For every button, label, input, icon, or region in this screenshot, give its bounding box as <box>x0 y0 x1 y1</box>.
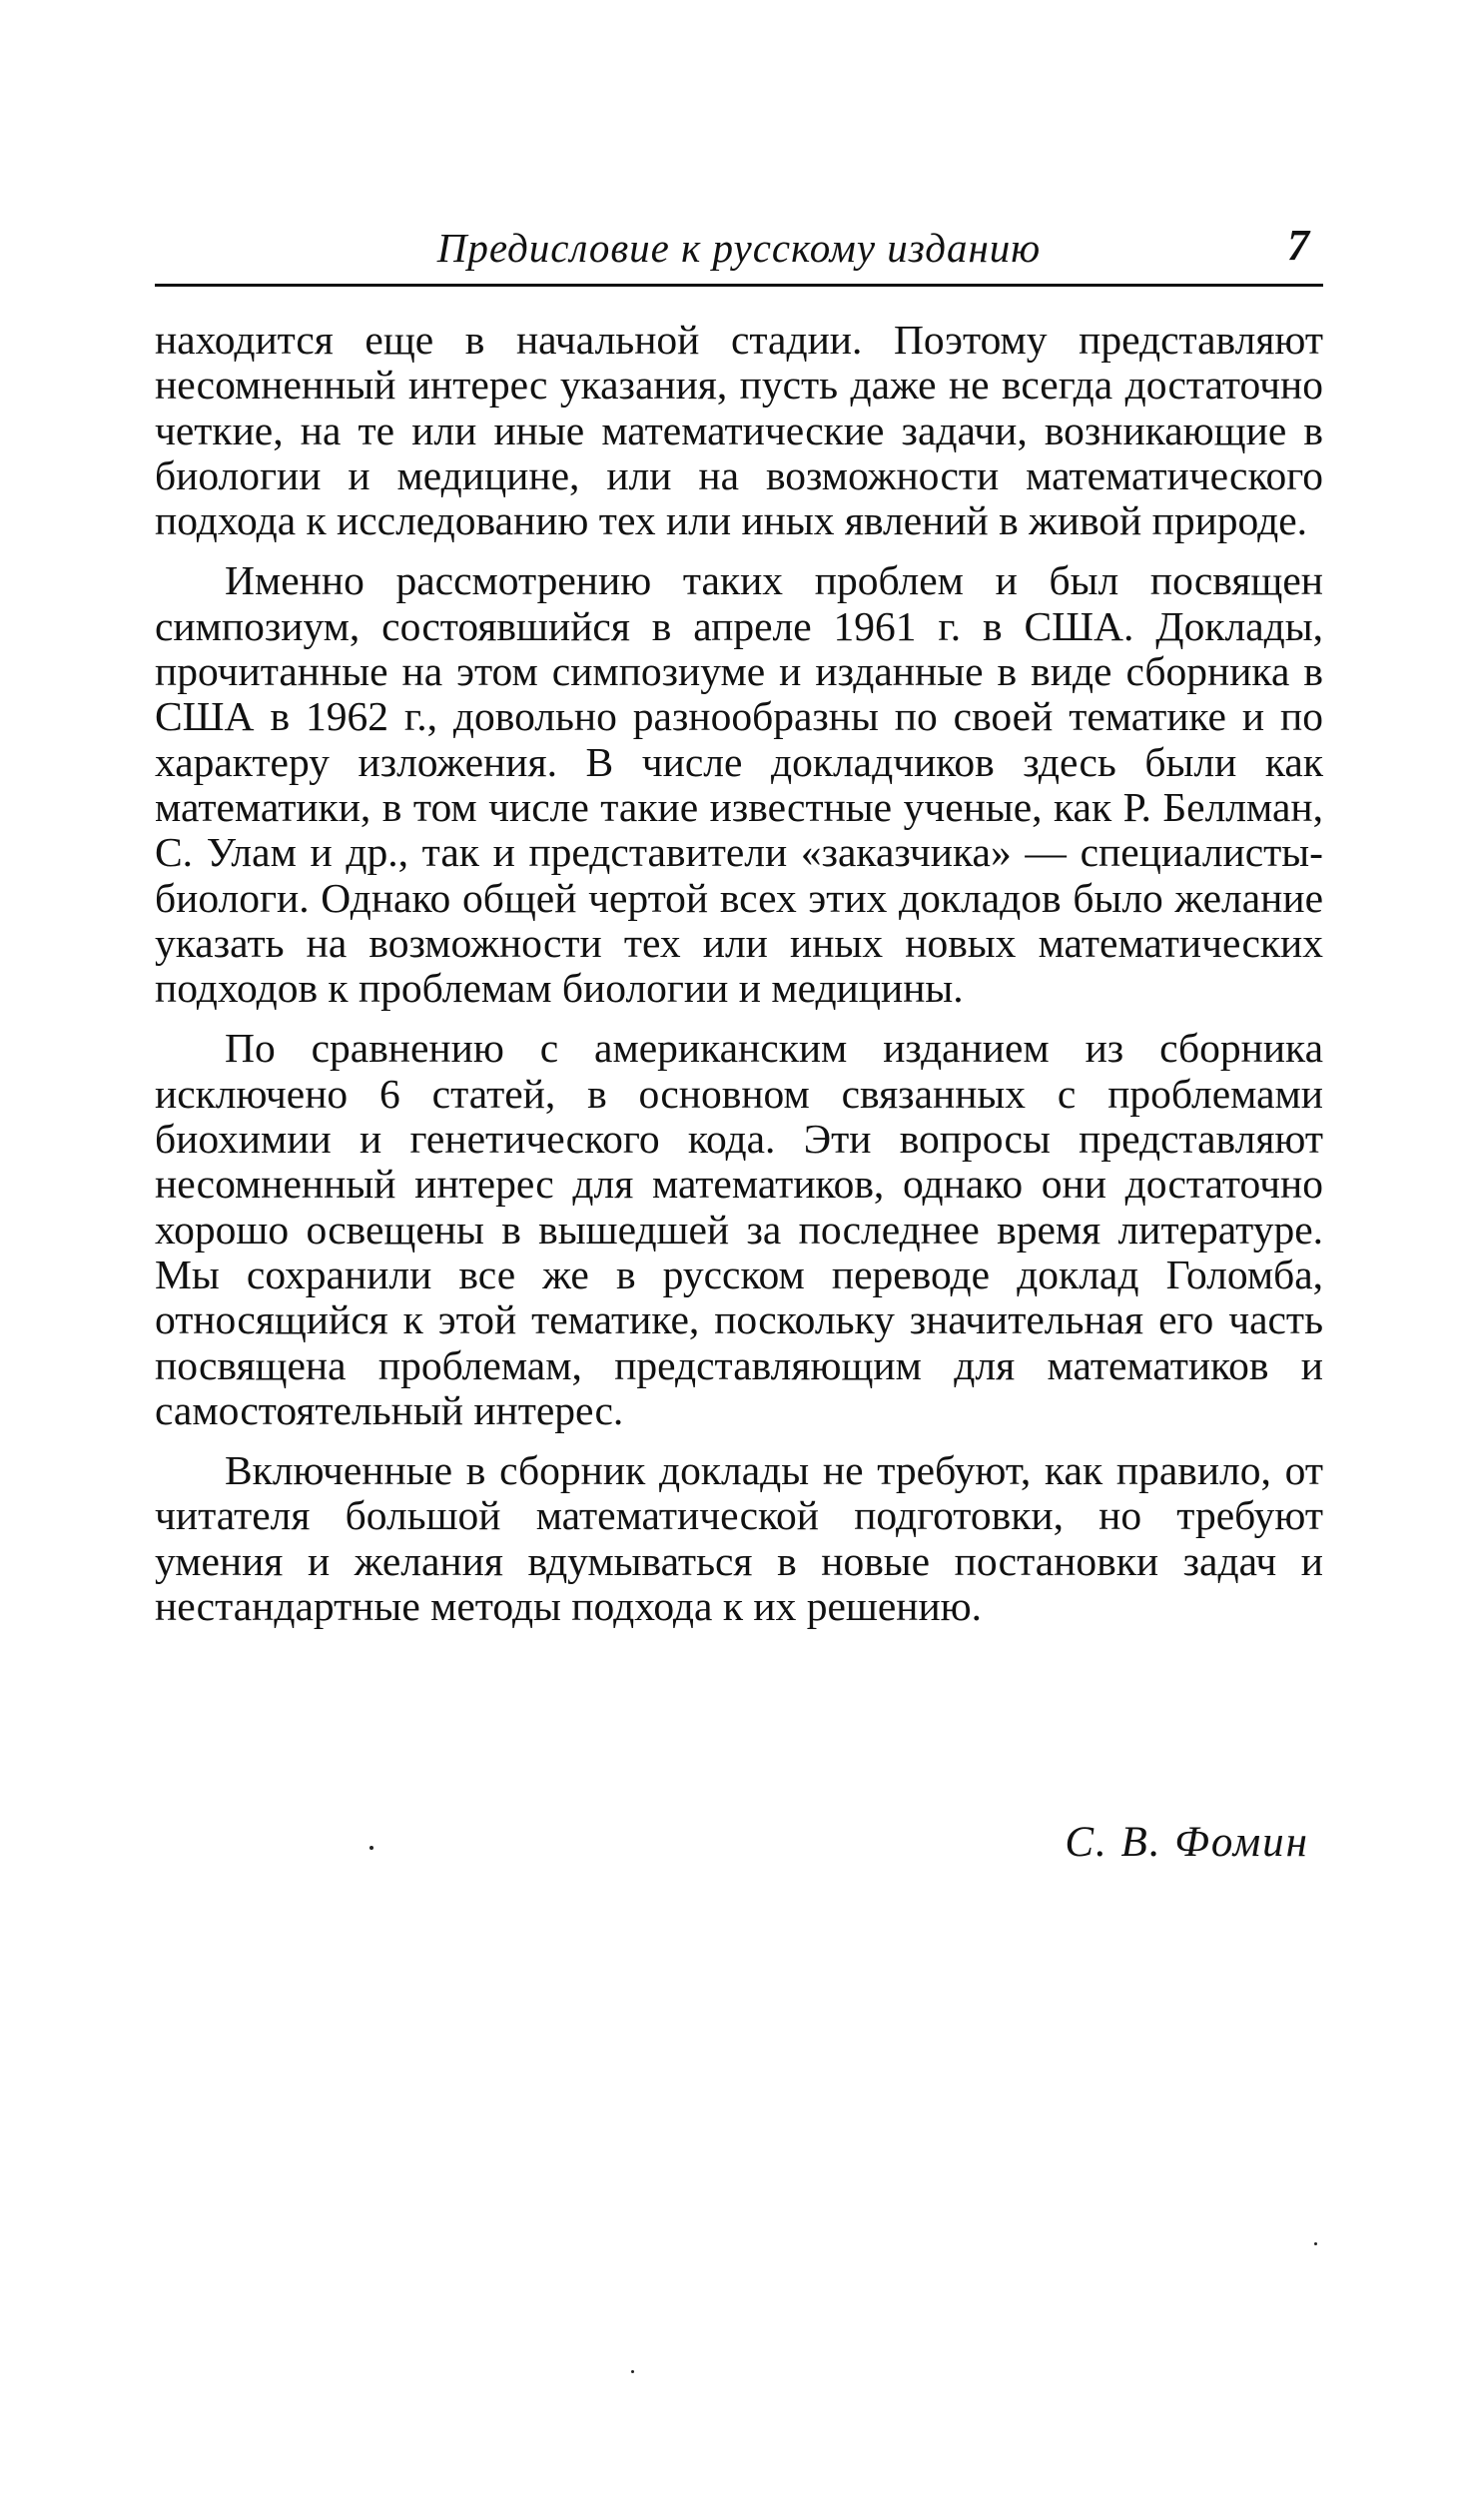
paragraph: По сравнению с американским изданием из сборника исключено 6 статей, в основном связанных с проблемами биохимии и генетического кода. Эти вопросы представляют несомненный интерес для математиков, однако они достаточно хорошо освещены в вышедшей за последнее время литературе. Мы сохранили все же в русском переводе доклад Голомба, относящийся к этой тематике, поскольку значительная его часть посвящена проблемам, представляющим для математиков и самостоятельный интерес. <box>155 1025 1323 1433</box>
paragraph: Именно рассмотрению таких проблем и был посвящен симпозиум, состоявшийся в апреле 1961 г. в США. Доклады, прочитанные на этом симпозиуме и изданные в виде сборника в США в 1962 г., довольно разнообразны по своей тематике и по характеру изложения. В числе докладчиков здесь были как математики, в том числе такие известные ученые, как Р. Беллман, С. Улам и др., так и представители «заказчика» — специалисты-биологи. Однако общей чертой всех этих докладов было желание указать на возможности тех или иных новых математических подходов к проблемам биологии и медицины. <box>155 557 1323 1012</box>
paragraph: находится еще в начальной стадии. Поэтому представляют несомненный интерес указания, пусть даже не всегда достаточно четкие, на те или иные математические задачи, возникающие в биологии и медицине, или на возможности математического подхода к исследованию тех или иных явлений в живой природе. <box>155 317 1323 544</box>
print-speck <box>1314 2242 1317 2245</box>
page-number: 7 <box>1287 221 1309 270</box>
print-speck <box>631 2370 634 2373</box>
page-header <box>155 210 1323 280</box>
body-text <box>155 318 1323 1644</box>
running-head: Предисловие к русскому изданию <box>436 225 1042 271</box>
print-speck <box>369 1846 373 1850</box>
author-signature: С. В. Фомин <box>1065 1819 1309 1866</box>
header-rule <box>155 284 1323 287</box>
paragraph: Включенные в сборник доклады не требуют, как правило, от читателя большой математической подготовки, но требуют умения и желания вдумываться в новые постановки задач и нестандартные методы подхода к их решению. <box>155 1447 1323 1630</box>
